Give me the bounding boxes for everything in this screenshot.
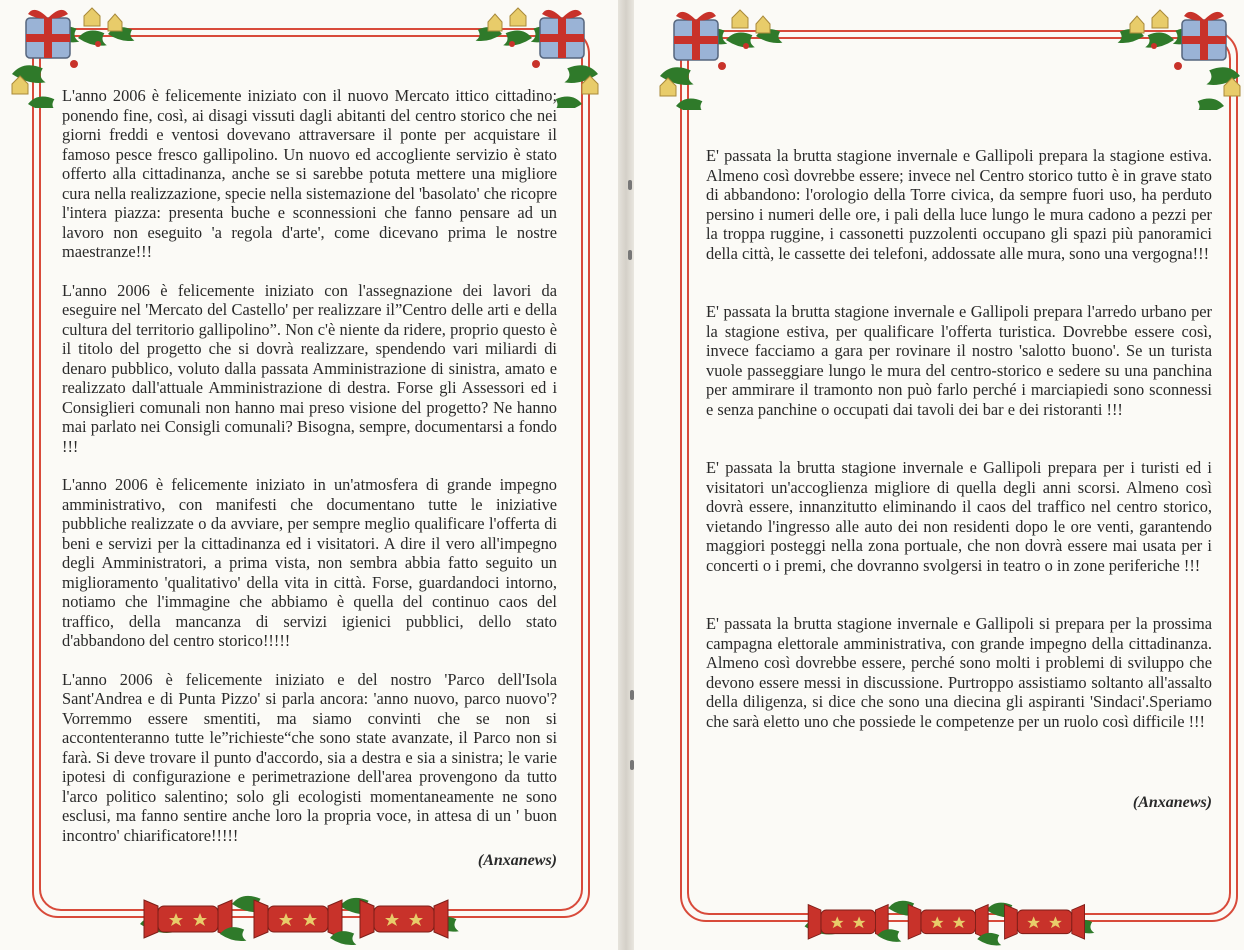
article-paragraph: E' passata la brutta stagione invernale e Gallipoli si prepara per la prossima campagna elettorale amministrativa, con grande impegno della cittadinanza. Almeno così dovrebbe essere, perché sono molti i problemi di sviluppo che devono essere messi in discussione. Purtroppo assistiamo soltanto all'assalto della diligenza, si dice che sono una diecina gli aspiranti 'Sindaci'.Speriamo che sarà eletto uno che possiede le competenze per un ruolo così difficile !!! bbox=[706, 614, 1212, 731]
article-signature: (Anxanews) bbox=[477, 852, 557, 869]
christmas-cracker-holly-icon bbox=[140, 884, 460, 950]
left-article bbox=[62, 86, 557, 845]
article-paragraph: E' passata la brutta stagione invernale e Gallipoli prepara per i turisti ed i visitatori un'accoglienza migliore di quella degli anni scorsi. Almeno così dovrà essere, innanzitutto eliminando il caos del traffico nel centro storico, vietando l'ingresso alle auto dei non residenti dopo le ore venti, garantendo maggiori posteggi nella zona portuale, che non dovrà essere mai usata per i concerti o i premi, che dovranno svolgersi in teatro o in zone periferiche !!! bbox=[706, 458, 1212, 575]
staple-mark bbox=[630, 690, 634, 700]
book-spine bbox=[618, 0, 634, 950]
article-signature: (Anxanews) bbox=[1132, 794, 1212, 811]
christmas-cracker-holly-icon bbox=[790, 890, 1110, 950]
right-article bbox=[706, 146, 1212, 731]
staple-mark bbox=[628, 180, 632, 190]
staple-mark bbox=[628, 250, 632, 260]
article-paragraph: E' passata la brutta stagione invernale e Gallipoli prepara la stagione estiva. Almeno così dovrebbe essere; invece nel Centro storico tutto è in grave stato di abbandono: l'orologio della Torre civica, da sempre fuori uso, ha perduto persino i numeri delle ore, i pali della luce lungo le mura cadono a pezzi per la troppa ruggine, i cassonetti puzzolenti occupano gli spazi più panoramici della città, le cassette dei telefoni, addossate alle mura, sono una vergogna!!! bbox=[706, 146, 1212, 263]
staple-mark bbox=[630, 760, 634, 770]
christmas-bell-gift-icon bbox=[1104, 6, 1244, 110]
article-paragraph: L'anno 2006 è felicemente iniziato e del nostro 'Parco dell'Isola Sant'Andrea e di Punta Pizzo' si parla ancora: 'anno nuovo, parco nuovo'? Vorremmo essere smentiti, ma siamo convinti che se non si accontenteranno tutte le”richieste“che sono state avanzate, il Parco non si farà. Si deve trovare il punto d'accordo, sia a destra e sia a sinistra; le varie ipotesi di configurazione e perimetrazione dell'area provengono da tutto l'arco politico salentino; solo gli ecologisti momentaneamente ne sono esclusi, ma fanno sentire anche loro la propria voce, in attesa di un ' buon incontro' chiarificatore!!!!! bbox=[62, 669, 557, 845]
article-paragraph: L'anno 2006 è felicemente iniziato con il nuovo Mercato ittico cittadino; ponendo fine, così, ai disagi vissuti dagli abitanti del centro storico che nei giorni freddi e ventosi dovevano attraversare il ponte per acquistare il famoso pesce fresco gallipolino. Un nuovo ed accogliente servizio è stato offerto alla cittadinanza, anche se si sarebbe potuta mettere una migliore cura nella realizzazione, specie nella sistemazione del 'basolato' che ricopre l'intera piazza: presenta buche e sconnessioni che fanno pensare ad un lavoro non eseguito 'a regola d'arte', come dicevano prima le nostre maestranze!!! bbox=[62, 86, 557, 261]
article-paragraph: E' passata la brutta stagione invernale e Gallipoli prepara l'arredo urbano per la stagione estiva, per qualificare l'offerta turistica. Dovrebbe essere così, invece facciamo a gara per rovinare il nostro 'salotto buono'. Se un turista vuole passeggiare lungo le mura del centro-storico e sedere su una panchina per ammirare il tramonto non può farlo perché i marciapiedi sono sconnessi e senza panchine o occupati dai tavoli dei bar e dei ristoranti !!! bbox=[706, 302, 1212, 419]
article-paragraph: L'anno 2006 è felicemente iniziato con l'assegnazione dei lavori da eseguire nel 'Mercato del Castello' per realizzare il”Centro delle arti e della cultura del territorio gallipolino”. Non c'è niente da ridere, proprio questo è il titolo del progetto che si dovrà realizzare, spendendo vari miliardi di denaro pubblico, voluto dalla passata Amministrazione di sinistra, amato e realizzato dall'attuale Amministrazione di destra. Forse gli Assessori ed i Consiglieri comunali non hanno mai preso visione del progetto? Ne hanno mai parlato nei Consigli comunali? Bisogna, sempre, documentarsi a fondo !!! bbox=[62, 280, 557, 456]
christmas-bell-gift-icon bbox=[656, 6, 796, 110]
article-paragraph: L'anno 2006 è felicemente iniziato in un'atmosfera di grande impegno amministrativo, con manifesti che documentano tutte le iniziative pubbliche realizzate o da avviare, per sempre meglio qualificare l'offerta di beni e servizi per la cittadinanza ed i visitatori. A dire il vero all'impegno degli Amministratori, a prima vista, non sembra abbia fatto seguito un miglioramento 'qualitativo' della vita in città. Forse, guardandoci intorno, notiamo che l'immagine che abbiamo è quella del continuo caos del traffico, della mancanza di servizi igienici pubblici, dello stato d'abbandono del centro storico!!!!! bbox=[62, 475, 557, 650]
